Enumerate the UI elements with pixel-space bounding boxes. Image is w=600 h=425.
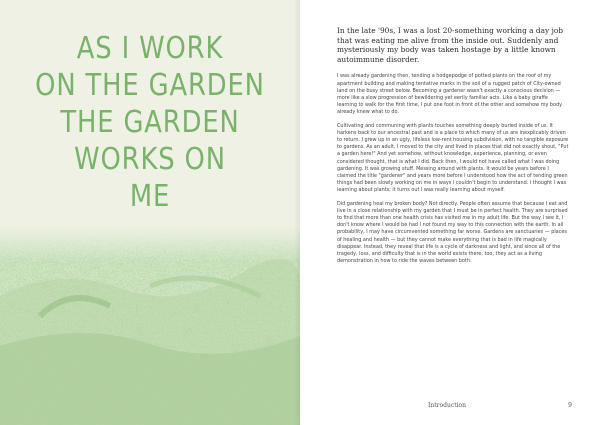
- body-paragraph: Cultivating and communing with plants touches something deeply buried inside of us. It harkens back to our ancestral past and is a place to which many of us are inexplicably driven to return. I grew up in an ugly, lifeless low-rent housing subdivision, with no tangible exposure to gardens. As an adult, I moved to the city and lived in places that did not exactly shout, "Put a garden here!" And yet somehow, without knowledge, experience, planning, or even considered thought, that is what I did. Back then, I would not have called what I was doing gardening. It was growing stuff. Messing around with plants. It would be years before I claimed the title "gardener" and years more before I understood how the act of tending green things had been slowly working on me in ways I couldn't begin to understand. I thought I was learning about plants; it turns out I was really learning about myself.: [337, 122, 569, 194]
- headline-line: ME: [129, 179, 171, 214]
- body-paragraph: I was already gardening then, tending a hodgepodge of potted plants on the roof of my apartment building and making tentative marks in the soil of a rugged patch of City-owned land on the busy street below. Becoming a gardener wasn't exactly a conscious decision — more like a slow progression of bewildering yet eerily familiar acts. Like a baby giraffe learning to walk for the first time, I put one foot in front of the other and somehow my body already knew what to do.: [337, 73, 563, 116]
- chapter-headline: [21, 30, 279, 215]
- headline-line: AS I WORK: [76, 31, 224, 66]
- running-footer-section: Introduction: [428, 402, 466, 409]
- headline-line: ON THE GARDEN: [35, 68, 265, 103]
- text-column: [337, 26, 569, 271]
- lead-paragraph: In the late '90s, I was a lost 20-something working a day job that was eating me alive from the inside out. Suddenly and mysteriously my body was taken hostage by a little known autoimmune disorder.: [337, 26, 564, 64]
- headline-line: WORKS ON: [74, 142, 226, 177]
- body-paragraph: Did gardening heal my broken body? Not directly. People often assume that because I eat and live in a close relationship with my garden that I must be in perfect health. They are surprised to find that more than one health crisis has visited me in my adult life. But the way I see it, I don't know where I would be had I not found my way to this connection with the earth. In all probability, I may have circumvented something far worse. Gardens are sanctuaries — places of healing and health — but they cannot make everything that is bad in life magically disappear. Instead, they reveal that life is a cycle of darkness and light, and since all of the tragedy, loss, and difficulty that is in the world exists there, too, they act as a living demonstration in how to ride the waves between both.: [337, 200, 568, 265]
- headline-line: THE GARDEN: [60, 105, 240, 140]
- garden-landscape-photo: [0, 226, 300, 425]
- page-number: 9: [568, 402, 572, 409]
